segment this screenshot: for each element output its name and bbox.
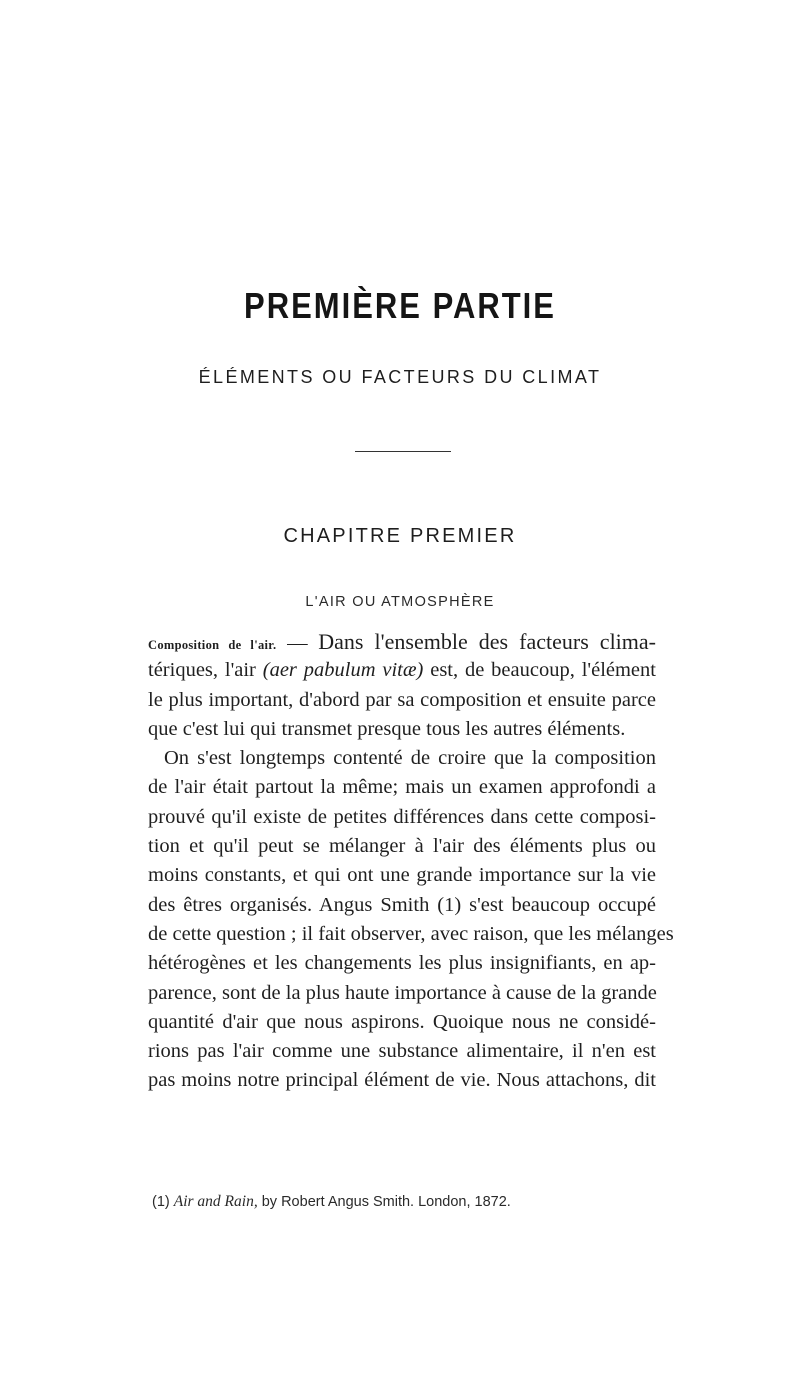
text-line: pas moins notre principal élément de vie. Nous attachons, dit: [148, 1069, 656, 1092]
footnote-citation: by Robert Angus Smith. London, 1872.: [257, 1194, 511, 1210]
text-line: [148, 656, 656, 685]
text-line: que c'est lui qui transmet presque tous les autres éléments.: [148, 717, 626, 740]
text-line: [148, 627, 656, 656]
text-line: On s'est longtemps contenté de croire que la composition: [164, 747, 656, 770]
text-segment: tériques, l'air: [148, 659, 263, 682]
text-segment: Dans l'ensemble des facteurs clima-: [318, 629, 657, 654]
text-line: rions pas l'air comme une substance alimentaire, il n'en est: [148, 1040, 656, 1063]
footnote: [152, 1193, 672, 1211]
part-subtitle: ÉLÉMENTS OU FACTEURS DU CLIMAT: [198, 367, 602, 387]
text-line: moins constants, et qui ont une grande importance sur la vie: [148, 864, 656, 887]
text-line: de cette question ; il fait observer, avec raison, que les mélanges: [148, 922, 674, 945]
part-title: PREMIÈRE PARTIE: [244, 284, 556, 327]
footnote-book-title: Air and Rain,: [173, 1193, 258, 1210]
text-line: quantité d'air que nous aspirons. Quoique nous ne considé-: [148, 1010, 656, 1033]
latin-phrase: (aer pabulum vitæ): [262, 659, 424, 682]
chapter-title: CHAPITRE PREMIER: [283, 525, 517, 547]
text-line: hétérogènes et les changements les plus insignifiants, en ap-: [148, 952, 656, 975]
text-line: de l'air était partout la même; mais un examen approfondi a: [148, 776, 656, 799]
marginal-heading: Composition de l'air.: [148, 638, 277, 652]
text-line: parence, sont de la plus haute importance à cause de la grande: [148, 981, 657, 1004]
body-paragraph: [148, 627, 674, 1096]
text-line: le plus important, d'abord par sa composition et ensuite parce: [148, 688, 656, 711]
text-line: tion et qu'il peut se mélanger à l'air des éléments plus ou: [148, 835, 656, 858]
text-line: prouvé qu'il existe de petites différences dans cette composi-: [148, 805, 656, 828]
text-segment: est, de beaucoup, l'élément: [423, 659, 656, 682]
section-divider: [355, 451, 451, 452]
text-line: des êtres organisés. Angus Smith (1) s'est beaucoup occupé: [148, 893, 656, 916]
footnote-marker: (1): [152, 1194, 174, 1210]
chapter-subtitle: L'AIR OU ATMOSPHÈRE: [305, 594, 495, 610]
em-dash: —: [276, 632, 319, 654]
